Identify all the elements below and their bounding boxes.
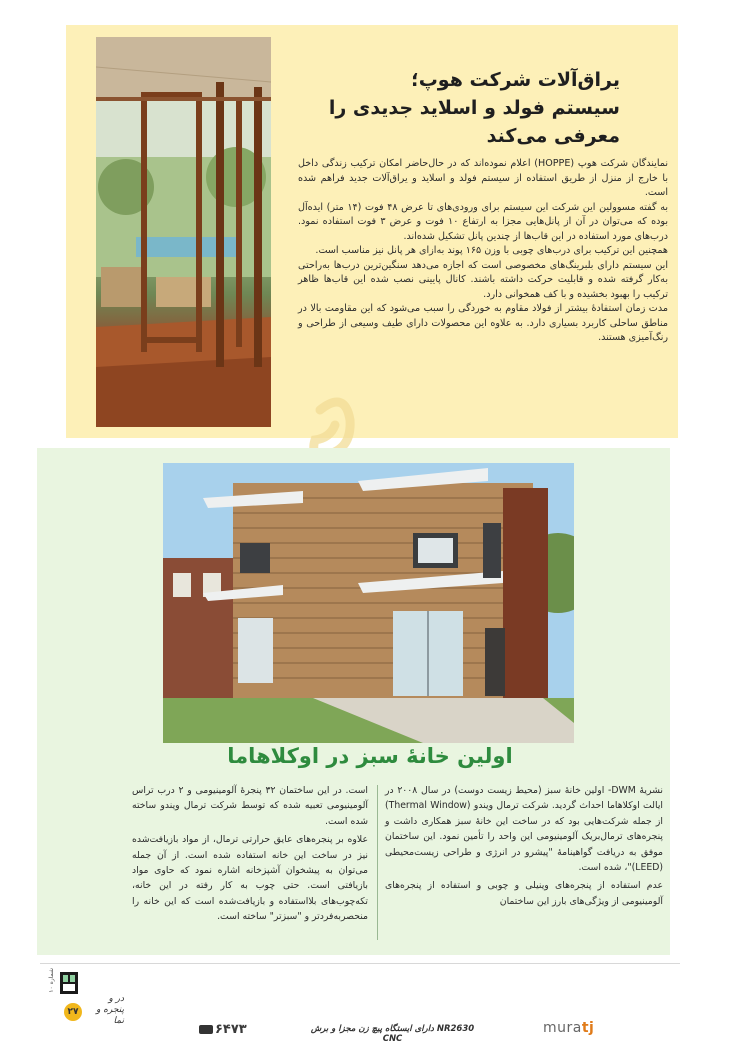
title-line: سیستم فولد و اسلاید جدیدی را bbox=[328, 97, 620, 119]
page-number-badge: ۲۷ bbox=[64, 1003, 82, 1021]
green-house-photo bbox=[163, 463, 574, 743]
paragraph: این سیستم دارای بلبرینگ‌های مخصوصی است که اجازه می‌دهد سنگین‌ترین درب‌ها به‌راحتی به‌کار گرفته شده و قابلیت حرکت داشته باشند. کانال پایینی نصب شده این قاب‌ها ظاهر ترکیب را بهبود بخشیده و با کف همخوانی دارد. bbox=[298, 259, 668, 300]
ad-description: NR2630 دارای ایستگاه پیچ زن مجزا و برش CNC bbox=[310, 1024, 475, 1044]
paragraph: عدم استفاده از پنجره‌های وینیلی و چوبی و استفاده از پنجره‌های آلومینیومی از ویژگی‌های بارز این ساختمان bbox=[385, 880, 663, 907]
paragraph: است. در این ساختمان ۳۲ پنجرهٔ آلومینیومی و ۲ درب تراس آلومینیومی تعبیه شده که توسط شرکت ترمال ویندو ساخته شده است. bbox=[132, 785, 368, 827]
hoppe-article-title bbox=[300, 66, 620, 150]
paragraph: علاوه بر پنجره‌های عایق حرارتی ترمال، از مواد بازیافت‌شده نیز در ساخت این خانه استفاده شده است. از آن جمله می‌توان به پیشخوان آشپزخانه اشاره نمود که حاوی مواد بازیافتی است. حتی چوب به کار رفته در این خانه، تکه‌چوب‌های بلااستفاده و بازیافت‌شده است که این خانه را منحصربه‌فردتر و "سبزتر" ساخته است. bbox=[132, 834, 368, 923]
article-column-left bbox=[132, 783, 368, 928]
paragraph: نمایندگان شرکت هوپ (HOPPE) اعلام نموده‌اند که در حال‌حاضر امکان ترکیب زندگی داخل با خارج از منزل از طریق استفاده از سیستم فولد و اسلاید و یراق‌آلات جدید فراهم شده است. bbox=[298, 158, 668, 198]
ad-brand-logo bbox=[543, 1020, 594, 1036]
title-line: یراق‌آلات شرکت هوپ؛ bbox=[411, 69, 620, 91]
title-line: معرفی می‌کند bbox=[486, 125, 620, 147]
phone-icon bbox=[199, 1025, 213, 1034]
paragraph: به گفته مسوولین این شرکت این سیستم برای ورودی‌های تا عرض ۴۸ فوت (۱۴ متر) ایده‌آل بوده که می‌توان در آن از پانل‌هایی مجزا به ارتفاع ۱۰ فوت و عرض ۳ فوت استفاده نمود. درب‌های مورد استفاده در این قاب‌ها از چندین پانل تشکیل شده‌اند. bbox=[298, 201, 669, 242]
ad-phone-number: ۶۴۷۳ bbox=[215, 1022, 247, 1037]
hoppe-article-body bbox=[298, 157, 668, 346]
brand-accent: tj bbox=[581, 1020, 595, 1036]
green-house-article-title: اولین خانهٔ سبز در اوکلاهاما bbox=[227, 744, 513, 768]
column-divider bbox=[377, 785, 378, 940]
footer-divider bbox=[40, 963, 680, 964]
issue-label: شماره ۱۰ bbox=[48, 968, 55, 993]
brand-text: mura bbox=[543, 1020, 582, 1036]
magazine-name: در و پنجره و نما bbox=[96, 994, 124, 1026]
folding-door-photo bbox=[96, 37, 271, 427]
paragraph: مدت زمان استفادهٔ بیشتر از فولاد مقاوم به خوردگی را سبب می‌شود که این مقاومت بالا در مناطق ساحلی کاربرد بسیاری دارد. به علاوه این محصولات دارای طیف وسیعی از طراحی و رنگ‌آمیزی هستند. bbox=[298, 303, 668, 343]
article-column-right bbox=[385, 783, 663, 912]
paragraph: نشریهٔ DWM- اولین خانهٔ سبز (محیط زیست دوست) در سال ۲۰۰۸ در ایالت اوکلاهاما احداث گردید. شرکت ترمال ویندو (Thermal Window) از جمله شرکت‌هایی بود که در ساخت این خانهٔ سبز همکاری داشت و پنجره‌های ترمال‌بریک آلومینیومی این واحد را تأمین نمود. این ساختمان موفق به دریافت گواهینامهٔ "پیشرو در انرژی و طراحی زیست‌محیطی (LEED)"، شده است. bbox=[385, 785, 663, 874]
paragraph: همچنین این ترکیب برای درب‌های چوبی با وزن ۱۶۵ پوند به‌ازای هر پانل نیز مناسب است. bbox=[315, 245, 668, 256]
